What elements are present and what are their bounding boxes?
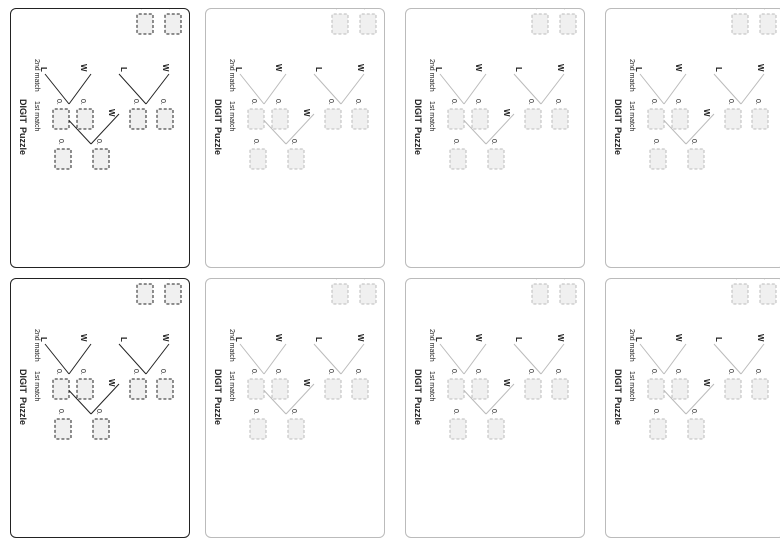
answer-box[interactable] xyxy=(352,109,368,129)
win-label: W xyxy=(702,109,711,117)
answer-box[interactable] xyxy=(93,419,109,439)
decimal-prefix: 0. xyxy=(354,369,361,375)
win-label: W xyxy=(274,64,283,72)
match-1-label: 1st match xyxy=(228,371,235,402)
decimal-prefix: 0. xyxy=(274,99,281,105)
answer-box[interactable] xyxy=(77,109,93,129)
answer-box[interactable] xyxy=(760,14,776,34)
answer-box[interactable] xyxy=(488,149,504,169)
answer-box[interactable] xyxy=(725,379,741,399)
decimal-prefix xyxy=(734,9,741,10)
decimal-prefix: 0. xyxy=(450,369,457,375)
answer-box[interactable] xyxy=(272,379,288,399)
decimal-prefix: 0. xyxy=(159,99,166,105)
puzzle-title: DIGITPuzzle xyxy=(413,99,423,156)
decimal-prefix: 0. xyxy=(252,409,259,415)
probability-boxes xyxy=(648,9,776,169)
decimal-prefix: 0. xyxy=(132,369,139,375)
decimal-prefix: 0. xyxy=(754,99,761,105)
probability-boxes xyxy=(448,279,576,439)
answer-box[interactable] xyxy=(650,149,666,169)
answer-box[interactable] xyxy=(752,379,768,399)
win-label: W xyxy=(674,334,683,342)
win-label: W xyxy=(556,64,565,72)
decimal-prefix: 0. xyxy=(650,99,657,105)
decimal-prefix: 0. xyxy=(79,99,86,105)
answer-box[interactable] xyxy=(448,109,464,129)
decimal-prefix: 0. xyxy=(95,409,102,415)
decimal-prefix: 0. xyxy=(290,409,297,415)
answer-box[interactable] xyxy=(532,284,548,304)
puzzle-title: DIGITPuzzle xyxy=(613,369,623,426)
decimal-prefix: 0. xyxy=(554,369,561,375)
decimal-prefix: 0. xyxy=(57,409,64,415)
puzzle-card xyxy=(205,8,385,268)
answer-box[interactable] xyxy=(250,419,266,439)
answer-box[interactable] xyxy=(77,379,93,399)
answer-box[interactable] xyxy=(55,149,71,169)
match-1-label: 1st match xyxy=(428,371,435,402)
decimal-prefix: 0. xyxy=(474,369,481,375)
win-label: W xyxy=(356,64,365,72)
match-1-label: 1st match xyxy=(228,101,235,132)
answer-box[interactable] xyxy=(648,109,664,129)
answer-box[interactable] xyxy=(250,149,266,169)
answer-box[interactable] xyxy=(488,419,504,439)
answer-box[interactable] xyxy=(165,284,181,304)
answer-box[interactable] xyxy=(360,14,376,34)
match-2-label: 2nd match xyxy=(228,59,235,92)
win-label: W xyxy=(274,334,283,342)
answer-box[interactable] xyxy=(650,419,666,439)
match-1-label: 1st match xyxy=(628,371,635,402)
win-label: W xyxy=(756,334,765,342)
answer-box[interactable] xyxy=(165,14,181,34)
probability-boxes xyxy=(448,9,576,169)
answer-box[interactable] xyxy=(688,149,704,169)
puzzle-title: DIGITPuzzle xyxy=(613,99,623,156)
win-label: W xyxy=(702,379,711,387)
win-label: W xyxy=(107,379,116,387)
decimal-prefix xyxy=(562,279,569,280)
answer-box[interactable] xyxy=(272,109,288,129)
answer-box[interactable] xyxy=(552,109,568,129)
loss-label: L xyxy=(234,67,243,72)
decimal-prefix: 0. xyxy=(690,409,697,415)
answer-box[interactable] xyxy=(732,284,748,304)
decimal-prefix xyxy=(334,9,341,10)
match-2-label: 2nd match xyxy=(628,329,635,362)
puzzle-card xyxy=(205,278,385,538)
decimal-prefix xyxy=(762,9,769,10)
answer-box[interactable] xyxy=(325,379,341,399)
decimal-prefix xyxy=(534,279,541,280)
decimal-prefix xyxy=(139,279,146,280)
answer-box[interactable] xyxy=(450,419,466,439)
decimal-prefix: 0. xyxy=(652,409,659,415)
answer-box[interactable] xyxy=(332,14,348,34)
win-label: W xyxy=(79,334,88,342)
loss-label: L xyxy=(634,337,643,342)
answer-box[interactable] xyxy=(352,379,368,399)
loss-label: L xyxy=(714,337,723,342)
answer-box[interactable] xyxy=(472,379,488,399)
decimal-prefix xyxy=(334,279,341,280)
decimal-prefix: 0. xyxy=(95,139,102,145)
win-label: W xyxy=(161,334,170,342)
decimal-prefix: 0. xyxy=(250,369,257,375)
answer-box[interactable] xyxy=(525,109,541,129)
answer-box[interactable] xyxy=(157,379,173,399)
answer-box[interactable] xyxy=(248,379,264,399)
loss-label: L xyxy=(714,67,723,72)
answer-box[interactable] xyxy=(130,379,146,399)
decimal-prefix: 0. xyxy=(55,99,62,105)
decimal-prefix: 0. xyxy=(274,369,281,375)
decimal-prefix xyxy=(362,279,369,280)
decimal-prefix: 0. xyxy=(452,139,459,145)
probability-boxes xyxy=(648,279,776,439)
answer-box[interactable] xyxy=(732,14,748,34)
answer-box[interactable] xyxy=(560,14,576,34)
decimal-prefix: 0. xyxy=(490,139,497,145)
puzzle-card xyxy=(10,8,190,268)
decimal-prefix: 0. xyxy=(527,99,534,105)
puzzle-card xyxy=(10,278,190,538)
decimal-prefix: 0. xyxy=(450,99,457,105)
match-2-label: 2nd match xyxy=(428,329,435,362)
decimal-prefix: 0. xyxy=(452,409,459,415)
loss-label: L xyxy=(514,67,523,72)
decimal-prefix xyxy=(139,9,146,10)
answer-box[interactable] xyxy=(688,419,704,439)
win-label: W xyxy=(79,64,88,72)
win-label: W xyxy=(474,64,483,72)
puzzle-title: DIGITPuzzle xyxy=(413,369,423,426)
puzzle-card xyxy=(605,8,780,268)
answer-box[interactable] xyxy=(55,419,71,439)
decimal-prefix: 0. xyxy=(354,99,361,105)
probability-boxes xyxy=(53,9,181,169)
decimal-prefix: 0. xyxy=(727,369,734,375)
puzzle-card xyxy=(405,278,585,538)
decimal-prefix: 0. xyxy=(674,369,681,375)
probability-boxes xyxy=(53,279,181,439)
decimal-prefix: 0. xyxy=(674,99,681,105)
puzzle-title: DIGITPuzzle xyxy=(18,99,28,156)
puzzle-card xyxy=(405,8,585,268)
answer-box[interactable] xyxy=(560,284,576,304)
answer-box[interactable] xyxy=(248,109,264,129)
decimal-prefix xyxy=(734,279,741,280)
decimal-prefix: 0. xyxy=(727,99,734,105)
loss-label: L xyxy=(119,337,128,342)
answer-box[interactable] xyxy=(137,284,153,304)
decimal-prefix xyxy=(167,9,174,10)
answer-box[interactable] xyxy=(448,379,464,399)
win-label: W xyxy=(302,109,311,117)
loss-label: L xyxy=(314,67,323,72)
match-2-label: 2nd match xyxy=(628,59,635,92)
decimal-prefix: 0. xyxy=(290,139,297,145)
match-2-label: 2nd match xyxy=(228,329,235,362)
match-2-label: 2nd match xyxy=(428,59,435,92)
decimal-prefix: 0. xyxy=(132,99,139,105)
decimal-prefix: 0. xyxy=(490,409,497,415)
loss-label: L xyxy=(234,337,243,342)
loss-label: L xyxy=(119,67,128,72)
decimal-prefix: 0. xyxy=(327,369,334,375)
decimal-prefix xyxy=(534,9,541,10)
decimal-prefix: 0. xyxy=(327,99,334,105)
loss-label: L xyxy=(634,67,643,72)
answer-box[interactable] xyxy=(130,109,146,129)
probability-boxes xyxy=(248,279,376,439)
decimal-prefix: 0. xyxy=(57,139,64,145)
win-label: W xyxy=(674,64,683,72)
answer-box[interactable] xyxy=(752,109,768,129)
decimal-prefix: 0. xyxy=(55,369,62,375)
probability-boxes xyxy=(248,9,376,169)
answer-box[interactable] xyxy=(53,379,69,399)
answer-box[interactable] xyxy=(648,379,664,399)
answer-box[interactable] xyxy=(360,284,376,304)
puzzle-title: DIGITPuzzle xyxy=(18,369,28,426)
loss-label: L xyxy=(314,337,323,342)
decimal-prefix xyxy=(762,279,769,280)
puzzle-title: DIGITPuzzle xyxy=(213,99,223,156)
match-2-label: 2nd match xyxy=(33,329,40,362)
decimal-prefix: 0. xyxy=(554,99,561,105)
answer-box[interactable] xyxy=(725,109,741,129)
decimal-prefix xyxy=(562,9,569,10)
loss-label: L xyxy=(434,67,443,72)
match-1-label: 1st match xyxy=(33,101,40,132)
answer-box[interactable] xyxy=(672,109,688,129)
answer-box[interactable] xyxy=(760,284,776,304)
win-label: W xyxy=(556,334,565,342)
match-2-label: 2nd match xyxy=(33,59,40,92)
decimal-prefix: 0. xyxy=(690,139,697,145)
answer-box[interactable] xyxy=(552,379,568,399)
match-1-label: 1st match xyxy=(33,371,40,402)
decimal-prefix xyxy=(167,279,174,280)
decimal-prefix: 0. xyxy=(527,369,534,375)
answer-box[interactable] xyxy=(288,149,304,169)
answer-box[interactable] xyxy=(450,149,466,169)
answer-box[interactable] xyxy=(53,109,69,129)
puzzle-title: DIGITPuzzle xyxy=(213,369,223,426)
win-label: W xyxy=(356,334,365,342)
decimal-prefix xyxy=(362,9,369,10)
decimal-prefix: 0. xyxy=(474,99,481,105)
decimal-prefix: 0. xyxy=(650,369,657,375)
answer-box[interactable] xyxy=(137,14,153,34)
decimal-prefix: 0. xyxy=(652,139,659,145)
win-label: W xyxy=(107,109,116,117)
win-label: W xyxy=(502,109,511,117)
loss-label: L xyxy=(434,337,443,342)
loss-label: L xyxy=(39,67,48,72)
answer-box[interactable] xyxy=(288,419,304,439)
match-1-label: 1st match xyxy=(428,101,435,132)
answer-box[interactable] xyxy=(532,14,548,34)
decimal-prefix: 0. xyxy=(250,99,257,105)
win-label: W xyxy=(756,64,765,72)
loss-label: L xyxy=(514,337,523,342)
answer-box[interactable] xyxy=(332,284,348,304)
win-label: W xyxy=(474,334,483,342)
decimal-prefix: 0. xyxy=(754,369,761,375)
match-1-label: 1st match xyxy=(628,101,635,132)
puzzle-card xyxy=(605,278,780,538)
answer-box[interactable] xyxy=(325,109,341,129)
answer-box[interactable] xyxy=(672,379,688,399)
win-label: W xyxy=(302,379,311,387)
win-label: W xyxy=(161,64,170,72)
answer-box[interactable] xyxy=(93,149,109,169)
loss-label: L xyxy=(39,337,48,342)
answer-box[interactable] xyxy=(157,109,173,129)
decimal-prefix: 0. xyxy=(252,139,259,145)
win-label: W xyxy=(502,379,511,387)
decimal-prefix: 0. xyxy=(159,369,166,375)
answer-box[interactable] xyxy=(472,109,488,129)
answer-box[interactable] xyxy=(525,379,541,399)
decimal-prefix: 0. xyxy=(79,369,86,375)
